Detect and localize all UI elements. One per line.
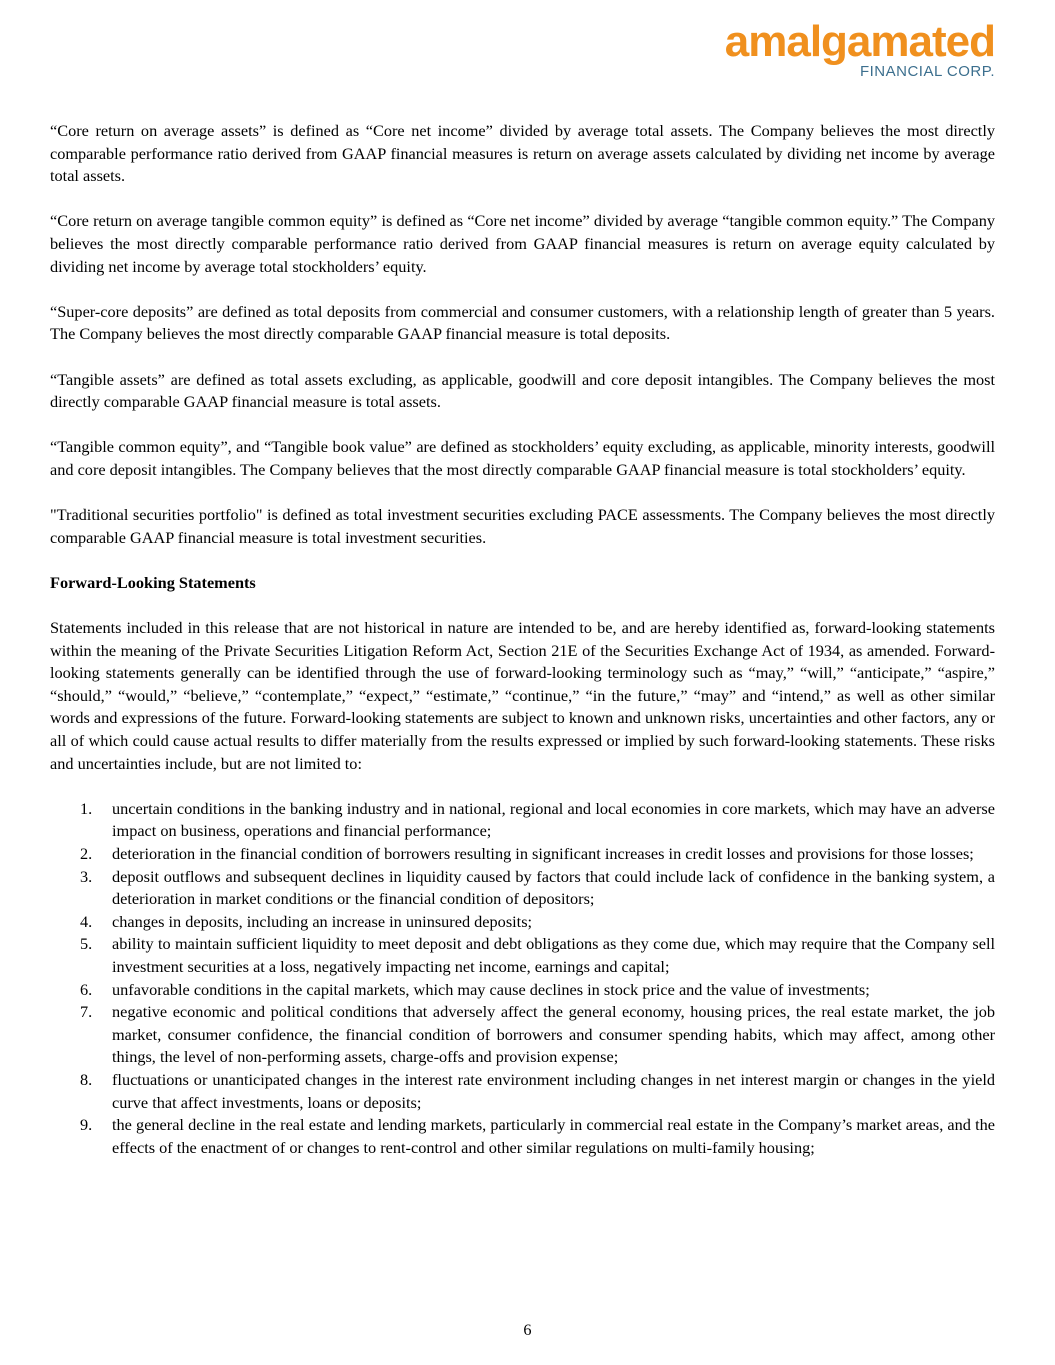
list-item-text: negative economic and political conditions that adversely affect the general economy, housing prices, the real estate market, the job market, consumer confidence, the financial condition of borrowers and consumer spending habits, which may affect, among other things, the level of non-performing assets, charge-offs and provision expense; <box>112 1002 995 1067</box>
risk-factor-list <box>50 798 995 1160</box>
definition-super-core-deposits: “Super-core deposits” are defined as total deposits from commercial and consumer customers, with a relationship length of greater than 5 years. The Company believes the most directly comparable GAAP financial measure is total deposits. <box>50 301 995 344</box>
list-item-text: changes in deposits, including an increase in uninsured deposits; <box>112 911 533 931</box>
document-body <box>50 120 995 1159</box>
list-item-text: unfavorable conditions in the capital markets, which may cause declines in stock price and the value of investments; <box>112 979 870 999</box>
logo-wordmark: amalgamated <box>724 17 995 66</box>
page-number: 6 <box>523 1320 532 1339</box>
list-item-number: 8. <box>80 1069 93 1089</box>
list-item <box>50 843 995 866</box>
list-item <box>50 1114 995 1159</box>
logo-subtitle: FINANCIAL CORP. <box>859 63 995 80</box>
list-item <box>50 979 995 1002</box>
list-item <box>50 911 995 934</box>
list-item-number: 7. <box>80 1002 93 1022</box>
list-item <box>50 933 995 978</box>
definition-core-roaa: “Core return on average assets” is defined as “Core net income” divided by average total assets. The Company believes the most directly comparable performance ratio derived from GAAP financial measures is return on average assets calculated by dividing net income by average total assets. <box>50 121 995 186</box>
list-item <box>50 798 995 843</box>
list-item-text: deposit outflows and subsequent declines in liquidity caused by factors that could include lack of confidence in the banking system, a deterioration in market conditions or the financial condition of depositors; <box>112 866 995 909</box>
list-item-number: 9. <box>80 1115 93 1135</box>
list-item-number: 2. <box>80 844 93 863</box>
company-logo <box>695 17 995 80</box>
list-item <box>50 866 995 911</box>
definition-core-rotce: “Core return on average tangible common equity” is defined as “Core net income” divided by average “tangible common equity.” The Company believes the most directly comparable performance ratio derived from GAAP financial measures is return on average equity calculated by dividing net income by average total stockholders’ equity. <box>50 211 995 276</box>
list-item-text: the general decline in the real estate and lending markets, particularly in commercial real estate in the Company’s market areas, and the effects of the enactment of or changes to rent-control and other similar regulations on multi-family housing; <box>112 1115 995 1157</box>
list-item <box>50 1069 995 1114</box>
definition-traditional-securities: "Traditional securities portfolio" is defined as total investment securities excluding PACE assessments. The Company believes the most directly comparable GAAP financial measure is total investment securities. <box>50 505 995 547</box>
forward-looking-intro: Statements included in this release that are not historical in nature are intended to be, and are hereby identified as, forward-looking statements within the meaning of the Private Securities Litigation Reform Act, Section 21E of the Securities Exchange Act of 1934, as amended. Forward-looking statements generally can be identified through the use of forward-looking terminology such as “may,” “will,” “anticipate,” “aspire,” “should,” “would,” “believe,” “contemplate,” “expect,” “estimate,” “continue,” “in the future,” “may” and “intend,” as well as other similar words and expressions of the future. Forward-looking statements are subject to known and unknown risks, uncertainties and other factors, any or all of which could cause actual results to differ materially from the results expressed or implied by such forward-looking statements. These risks and uncertainties include, but are not limited to: <box>50 618 995 773</box>
definition-tangible-assets: “Tangible assets” are defined as total assets excluding, as applicable, goodwill and core deposit intangibles. The Company believes the most directly comparable GAAP financial measure is total assets. <box>50 369 995 412</box>
list-item-text: fluctuations or unanticipated changes in the interest rate environment including changes in net interest margin or changes in the yield curve that affect investments, loans or deposits; <box>112 1069 995 1112</box>
section-heading-forward-looking: Forward-Looking Statements <box>50 572 256 592</box>
list-item-number: 3. <box>80 866 93 886</box>
definition-tangible-common-equity: “Tangible common equity”, and “Tangible book value” are defined as stockholders’ equity excluding, as applicable, minority interests, goodwill and core deposit intangibles. The Company believes that the most directly comparable GAAP financial measure is total stockholders’ equity. <box>50 437 995 479</box>
list-item-number: 6. <box>80 979 93 999</box>
list-item-text: ability to maintain sufficient liquidity to meet deposit and debt obligations as they come due, which may require that the Company sell investment securities at a loss, negatively impacting net income, earnings and capital; <box>112 934 995 976</box>
list-item-text: deterioration in the financial condition of borrowers resulting in significant increases in credit losses and provisions for those losses; <box>112 844 974 863</box>
list-item-number: 4. <box>80 911 93 931</box>
list-item-text: uncertain conditions in the banking industry and in national, regional and local economies in core markets, which may have an adverse impact on business, operations and financial performance; <box>112 798 995 841</box>
list-item-number: 5. <box>80 934 93 954</box>
list-item-number: 1. <box>80 798 93 818</box>
list-item <box>50 1001 995 1069</box>
